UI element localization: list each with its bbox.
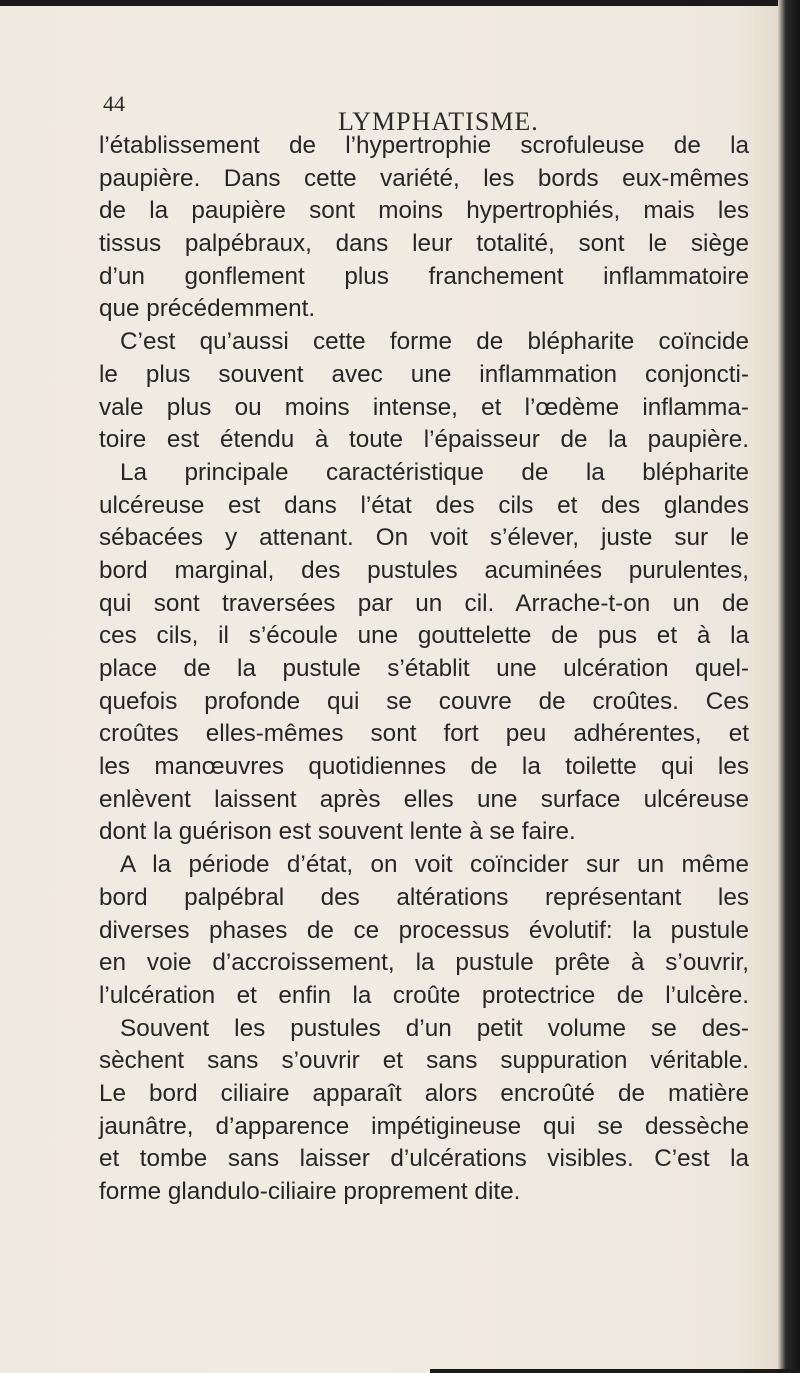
text-line: qui sont traversées par un cil. Arrache-t-on un de xyxy=(99,589,749,617)
text-line: l’établissement de l’hypertrophie scrofuleuse de la xyxy=(99,132,749,159)
bottom-page-edge xyxy=(430,1369,800,1373)
text-line: tissus palpébraux, dans leur totalité, sont le siège xyxy=(99,230,749,258)
text-line: de la paupière sont moins hypertrophiés, mais les xyxy=(99,197,749,225)
text-line: bord palpébral des altérations représentant les xyxy=(99,883,749,911)
text-line: enlèvent laissent après elles une surface ulcéreuse xyxy=(99,785,749,813)
text-line: l’ulcération et enfin la croûte protectrice de l’ulcère. xyxy=(99,981,749,1009)
book-spine-edge xyxy=(778,0,800,1373)
text-line: et tombe sans laisser d’ulcérations visibles. C’est la xyxy=(99,1145,749,1173)
text-line: C’est qu’aussi cette forme de blépharite coïncide xyxy=(120,328,749,356)
text-line: le plus souvent avec une inflammation conjoncti- xyxy=(99,360,749,388)
top-page-edge xyxy=(0,0,790,6)
text-line: diverses phases de ce processus évolutif: la pustule xyxy=(99,916,749,944)
running-head: LYMPHATISME. xyxy=(338,107,539,136)
text-line: vale plus ou moins intense, et l’œdème inflamma- xyxy=(99,393,749,421)
text-line: toire est étendu à toute l’épaisseur de la paupière. xyxy=(99,426,749,454)
text-line: que précédemment. xyxy=(99,295,316,323)
text-line: jaunâtre, d’apparence impétigineuse qui se dessèche xyxy=(99,1112,749,1140)
body-text xyxy=(99,130,749,1209)
text-line: place de la pustule s’établit une ulcération quel- xyxy=(99,655,749,682)
text-line: sèchent sans s’ouvrir et sans suppuration véritable. xyxy=(99,1047,749,1075)
text-line: bord marginal, des pustules acuminées purulentes, xyxy=(99,556,749,584)
text-line: dont la guérison est souvent lente à se faire. xyxy=(99,818,576,846)
text-line: A la période d’état, on voit coïncider sur un même xyxy=(120,851,749,879)
page-number: 44 xyxy=(103,91,125,116)
text-line: forme glandulo-ciliaire proprement dite. xyxy=(99,1178,521,1205)
text-line: d’un gonflement plus franchement inflammatoire xyxy=(99,262,749,290)
text-line: quefois profonde qui se couvre de croûtes. Ces xyxy=(99,687,749,715)
text-line: ulcéreuse est dans l’état des cils et des glandes xyxy=(99,491,749,519)
text-line: croûtes elles-mêmes sont fort peu adhérentes, et xyxy=(99,720,749,748)
text-line: les manœuvres quotidiennes de la toilette qui les xyxy=(99,753,749,781)
text-line: en voie d’accroissement, la pustule prête à s’ouvrir, xyxy=(99,949,749,977)
text-line: ces cils, il s’écoule une gouttelette de pus et à la xyxy=(99,622,749,650)
text-line: Souvent les pustules d’un petit volume se des- xyxy=(120,1014,749,1042)
text-line: La principale caractéristique de la blépharite xyxy=(120,458,749,486)
text-line: paupière. Dans cette variété, les bords eux-mêmes xyxy=(99,164,749,192)
text-line: Le bord ciliaire apparaît alors encroûté de matière xyxy=(99,1079,749,1107)
text-line: sébacées y attenant. On voit s’élever, juste sur le xyxy=(99,524,749,552)
